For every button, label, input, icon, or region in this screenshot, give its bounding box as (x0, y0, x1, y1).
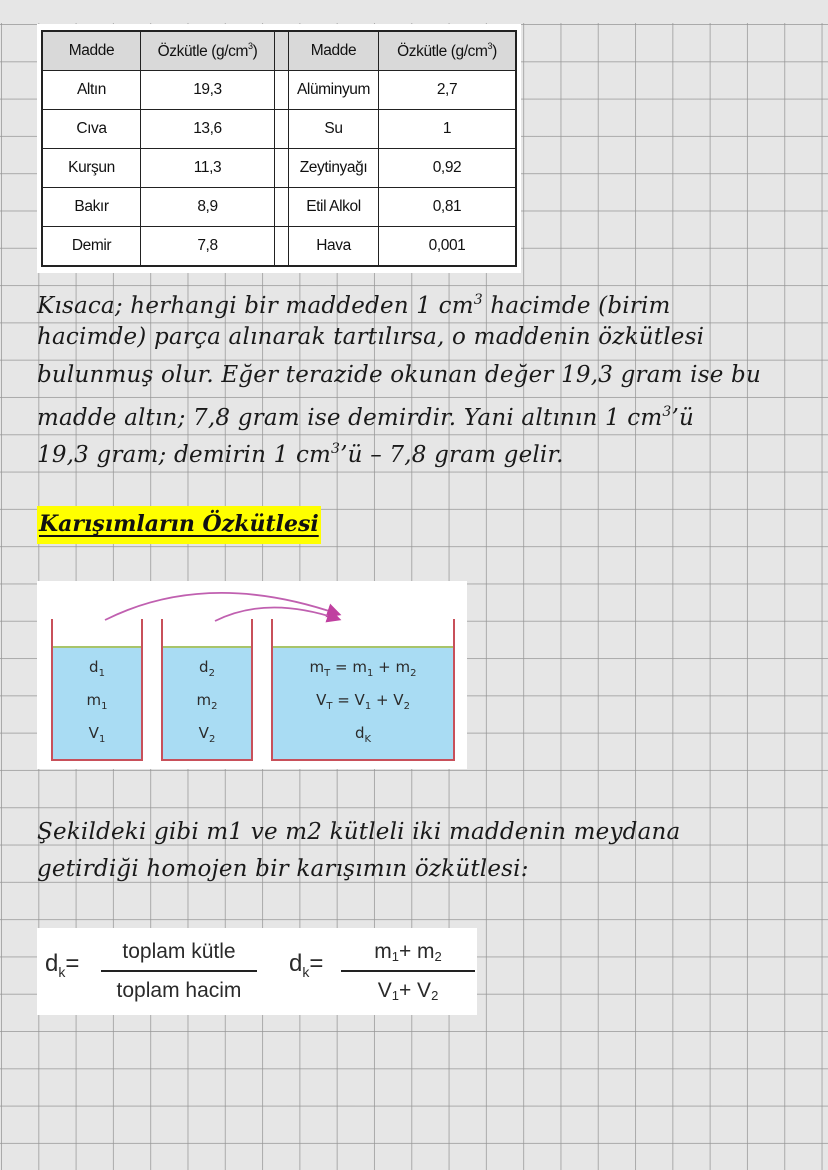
symbol: V (377, 979, 392, 1002)
paragraph-line: Şekildeki gibi m1 ve m2 kütleli iki maddenin meydana (37, 819, 681, 845)
equals-sign: = (65, 950, 80, 977)
equals-sign: = (309, 950, 324, 977)
paragraph-line (37, 282, 761, 319)
cell-ozkutle: 11,3 (141, 149, 275, 188)
header-superscript: 3 (248, 41, 253, 51)
table-row (42, 110, 516, 149)
density-table (41, 30, 517, 267)
symbol: V (316, 691, 327, 709)
density-1-label (89, 654, 105, 687)
beaker-1 (51, 619, 143, 761)
volume-1-label (89, 720, 106, 753)
table-gap-cell (275, 188, 289, 227)
subscript: K (364, 734, 372, 745)
denominator (341, 975, 475, 1007)
top-margin (0, 0, 828, 23)
subscript: 1 (98, 668, 105, 679)
symbol: d (45, 950, 59, 977)
text-segment: bulunmuş olur. Eğer terazide okunan değer 19,3 gram ise bu (37, 361, 761, 388)
table-gap-column (275, 31, 289, 71)
cell-madde: Kurşun (42, 149, 141, 188)
subscript: k (58, 964, 66, 980)
subscript: 2 (434, 949, 442, 964)
explanation-paragraph (37, 282, 761, 468)
symbol: d (354, 724, 365, 742)
symbol: m (86, 691, 102, 709)
mixture-density-label (355, 720, 371, 753)
symbol: d (199, 658, 209, 676)
header-text: ) (252, 43, 258, 60)
subscript: 2 (403, 701, 410, 712)
table-row (42, 188, 516, 227)
table-gap-cell (275, 149, 289, 188)
symbol: + m (398, 940, 435, 963)
header-text: Madde (68, 42, 115, 59)
table-gap-cell (275, 110, 289, 149)
symbol: V (198, 724, 209, 742)
cell-ozkutle: 7,8 (141, 227, 275, 267)
header-text: Özkütle (g/cm (397, 43, 488, 60)
header-madde-right (289, 31, 379, 71)
table-gap-cell (275, 71, 289, 110)
subscript: 2 (208, 734, 216, 745)
subscript: 1 (101, 701, 108, 712)
cell-ozkutle: 19,3 (141, 71, 275, 110)
cell-madde: Hava (289, 227, 379, 267)
cell-madde: Bakır (42, 188, 141, 227)
mixture-diagram (37, 581, 467, 769)
table-header-row (42, 31, 516, 71)
text-segment: 19,3 gram; demirin 1 cm (37, 442, 332, 469)
mass-1-label (87, 687, 108, 720)
numerator: toplam kütle (122, 940, 236, 963)
section-heading: Karışımların Özkütlesi (37, 506, 321, 544)
cell-madde: Cıva (42, 110, 141, 149)
cell-madde: Alüminyum (289, 71, 379, 110)
mixture-density-formula (37, 928, 477, 1015)
paragraph-line (37, 394, 761, 431)
header-text: Özkütle (g/cm (157, 43, 249, 60)
subscript: 2 (208, 668, 215, 679)
header-ozkutle-left (141, 31, 275, 71)
cell-ozkutle: 13,6 (141, 110, 275, 149)
fraction-bar (341, 970, 475, 972)
liquid-2 (163, 646, 251, 759)
subscript: T (326, 701, 333, 712)
subscript: k (302, 964, 310, 980)
text-segment: Kısaca; herhangi bir maddeden 1 cm (37, 293, 474, 319)
total-mass-equation (310, 654, 417, 687)
header-text: Madde (310, 42, 357, 59)
subscript: 1 (366, 668, 374, 679)
cell-ozkutle: 0,92 (379, 149, 517, 188)
liquid-1 (53, 646, 141, 759)
volume-2-label (199, 720, 216, 753)
subscript: 2 (410, 668, 417, 679)
symbol: d (89, 658, 99, 676)
beaker-2 (161, 619, 253, 761)
superscript: 3 (473, 292, 483, 308)
text-segment: madde altın; 7,8 gram ise demirdir. Yani altının 1 cm (37, 404, 663, 431)
symbol: = V (332, 691, 365, 709)
mass-2-label (197, 687, 218, 720)
subscript: 1 (391, 988, 399, 1003)
formula-1-lhs (45, 950, 79, 980)
subscript: 1 (391, 949, 399, 964)
text-segment: hacimde (birim (482, 293, 671, 319)
symbol: V (88, 724, 99, 742)
table-row (42, 71, 516, 110)
symbol: + V (398, 979, 432, 1002)
subscript: 2 (431, 988, 439, 1003)
superscript: 3 (662, 403, 672, 420)
cell-ozkutle: 0,81 (379, 188, 517, 227)
symbol: + m (373, 658, 411, 676)
symbol: + V (371, 691, 404, 709)
symbol: m (309, 658, 325, 676)
cell-madde: Altın (42, 71, 141, 110)
superscript: 3 (331, 441, 341, 458)
density-2-label (199, 654, 215, 687)
subscript: 2 (211, 701, 218, 712)
header-superscript: 3 (487, 41, 493, 51)
liquid-mixture (273, 646, 453, 759)
table-row (42, 149, 516, 188)
cell-madde: Zeytinyağı (289, 149, 379, 188)
numerator (341, 936, 475, 968)
paragraph-line (37, 357, 761, 394)
cell-ozkutle: 1 (379, 110, 517, 149)
arrow-from-beaker-1 (105, 593, 338, 620)
total-volume-equation (316, 687, 410, 720)
symbol: d (289, 950, 303, 977)
symbol: m (196, 691, 212, 709)
beaker-mixture (271, 619, 455, 761)
text-segment: ’ü (671, 404, 695, 431)
cell-ozkutle: 0,001 (379, 227, 517, 267)
subscript: 1 (98, 734, 106, 745)
subscript: T (324, 668, 331, 679)
paragraph-line (37, 431, 761, 468)
cell-ozkutle: 8,9 (141, 188, 275, 227)
paragraph-line: getirdiği homojen bir karışımın özkütlesi: (37, 856, 529, 883)
header-ozkutle-right (379, 31, 517, 71)
symbol: m (374, 940, 392, 963)
denominator: toplam hacim (116, 979, 242, 1002)
cell-ozkutle: 2,7 (379, 71, 517, 110)
formula-2-fraction (341, 936, 475, 1007)
cell-madde: Demir (42, 227, 141, 267)
cell-madde: Su (289, 110, 379, 149)
text-segment: hacimde) parça alınarak tartılırsa, o maddenin özkütlesi (37, 324, 705, 351)
formula-1-fraction (101, 936, 257, 1007)
formula-2-lhs (289, 950, 323, 980)
symbol: = m (330, 658, 367, 676)
mixture-paragraph (37, 814, 680, 889)
paragraph-line (37, 319, 761, 356)
header-text: ) (492, 43, 497, 60)
subscript: 1 (364, 701, 372, 712)
cell-madde: Etil Alkol (289, 188, 379, 227)
table-row (42, 227, 516, 267)
header-madde-left (42, 31, 141, 71)
fraction-bar (101, 970, 257, 972)
text-segment: ’ü – 7,8 gram gelir. (340, 442, 564, 469)
density-table-card (37, 24, 521, 273)
table-gap-cell (275, 227, 289, 267)
